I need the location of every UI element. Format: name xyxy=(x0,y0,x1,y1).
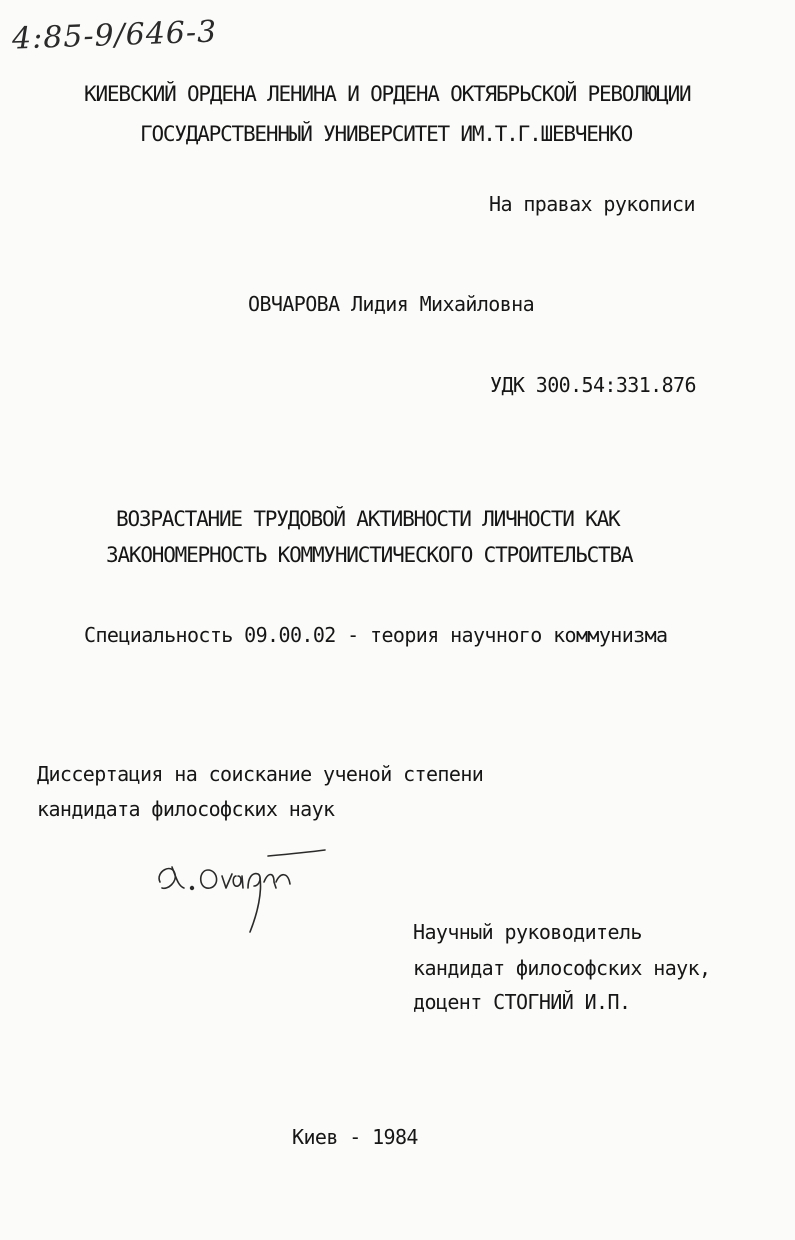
city-year: Киев - 1984 xyxy=(292,1125,418,1149)
dissertation-title-line-2: ЗАКОНОМЕРНОСТЬ КОММУНИСТИЧЕСКОГО СТРОИТЕЛЬСТВА xyxy=(106,543,633,567)
supervisor-line-3: доцент СТОГНИЙ И.П. xyxy=(413,990,631,1014)
dissertation-title-line-1: ВОЗРАСТАНИЕ ТРУДОВОЙ АКТИВНОСТИ ЛИЧНОСТИ КАК xyxy=(116,507,620,531)
author-name: ОВЧАРОВА Лидия Михайловна xyxy=(248,292,535,316)
university-name-line-2: ГОСУДАРСТВЕННЫЙ УНИВЕРСИТЕТ ИМ.Т.Г.ШЕВЧЕНКО xyxy=(140,122,633,146)
udk-code: УДК 300.54:331.876 xyxy=(490,373,696,397)
specialty-line: Специальность 09.00.02 - теория научного коммунизма xyxy=(84,623,668,647)
supervisor-line-1: Научный руководитель xyxy=(413,920,642,944)
degree-line-2: кандидата философских наук xyxy=(37,797,335,821)
manuscript-rights-note: На правах рукописи xyxy=(489,192,695,216)
supervisor-line-2: кандидат философских наук, xyxy=(413,956,711,980)
author-signature xyxy=(150,842,340,937)
university-name-line-1: КИЕВСКИЙ ОРДЕНА ЛЕНИНА И ОРДЕНА ОКТЯБРЬСКОЙ РЕВОЛЮЦИИ xyxy=(84,82,691,106)
degree-line-1: Диссертация на соискание ученой степени xyxy=(37,762,484,786)
handwritten-archive-code: 4:85-9/646-3 xyxy=(11,14,218,57)
